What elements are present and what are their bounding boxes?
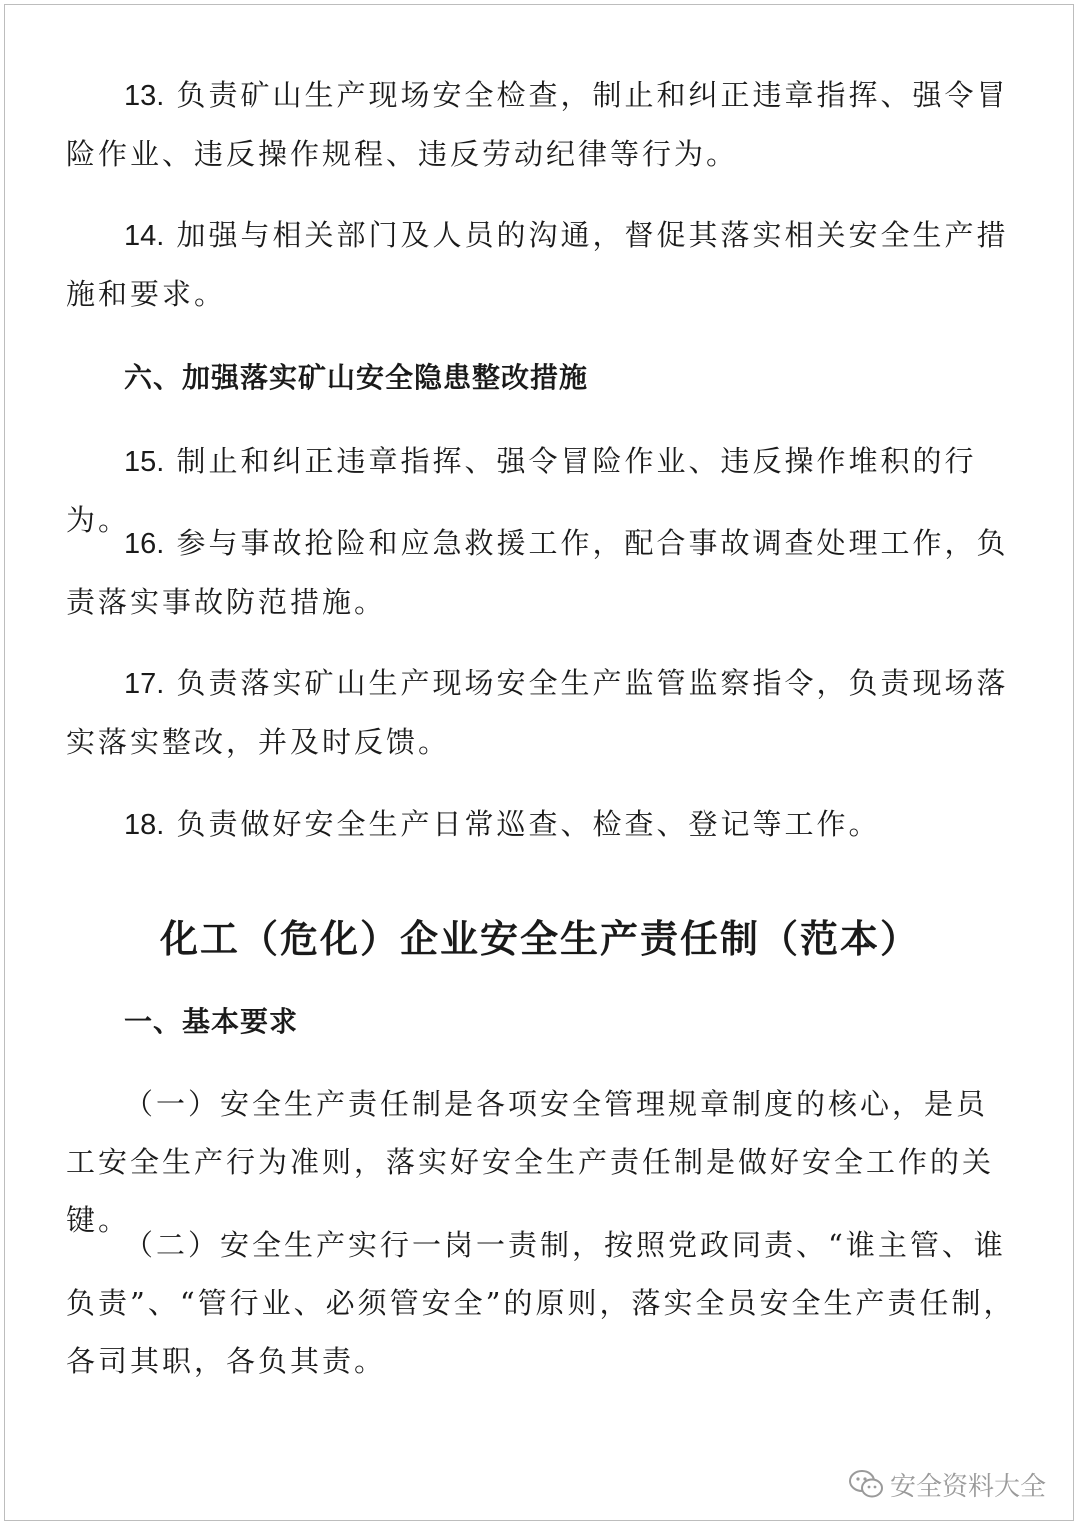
item-text: 参与事故抢险和应急救援工作，配合事故调查处理工作，负责落实事故防范措施。: [66, 526, 1009, 619]
item-text: 加强与相关部门及人员的沟通，督促其落实相关安全生产措施和要求。: [66, 218, 1009, 311]
section-six-heading: 六、加强落实矿山安全隐患整改措施: [124, 361, 589, 394]
item-number: 13.: [124, 80, 165, 112]
item-text: 负责矿山生产现场安全检查，制止和纠正违章指挥、强令冒险作业、违反操作规程、违反劳动纪律等行为。: [66, 78, 1009, 171]
item-13: [66, 66, 1016, 183]
item-17: [66, 654, 1016, 771]
item-text: 制止和纠正违章指挥、强令冒险作业、违反操作堆积的行为。: [66, 444, 977, 537]
watermark: [848, 1464, 1046, 1504]
item-14: [66, 206, 1016, 323]
item-18: [66, 795, 1016, 854]
item-number: 14.: [124, 220, 165, 252]
item-text: 负责做好安全生产日常巡查、检查、登记等工作。: [164, 807, 881, 841]
document-title: 化工（危化）企业安全生产责任制（范本）: [159, 917, 920, 961]
section-one-heading: 一、基本要求: [124, 1005, 299, 1038]
item-text: 负责落实矿山生产现场安全生产监管监察指令，负责现场落实落实整改，并及时反馈。: [66, 666, 1009, 759]
item-16: [66, 514, 1016, 631]
item-number: 18.: [124, 809, 165, 841]
item-number: 15.: [124, 446, 165, 478]
item-number: 17.: [124, 668, 165, 700]
item-number: 16.: [124, 528, 165, 560]
basic-requirement-1: （一）安全生产责任制是各项安全管理规章制度的核心，是员工安全生产行为准则，落实好安全生产责任制是做好安全工作的关键。: [66, 1087, 995, 1237]
watermark-text: 安全资料大全: [890, 1471, 1047, 1502]
basic-requirement-2: （二）安全生产实行一岗一责制，按照党政同责、“谁主管、谁负责”、“管行业、必须管安全”的原则，落实全员安全生产责任制，各司其职，各负其责。: [66, 1228, 1016, 1378]
wechat-icon: [848, 1469, 884, 1499]
